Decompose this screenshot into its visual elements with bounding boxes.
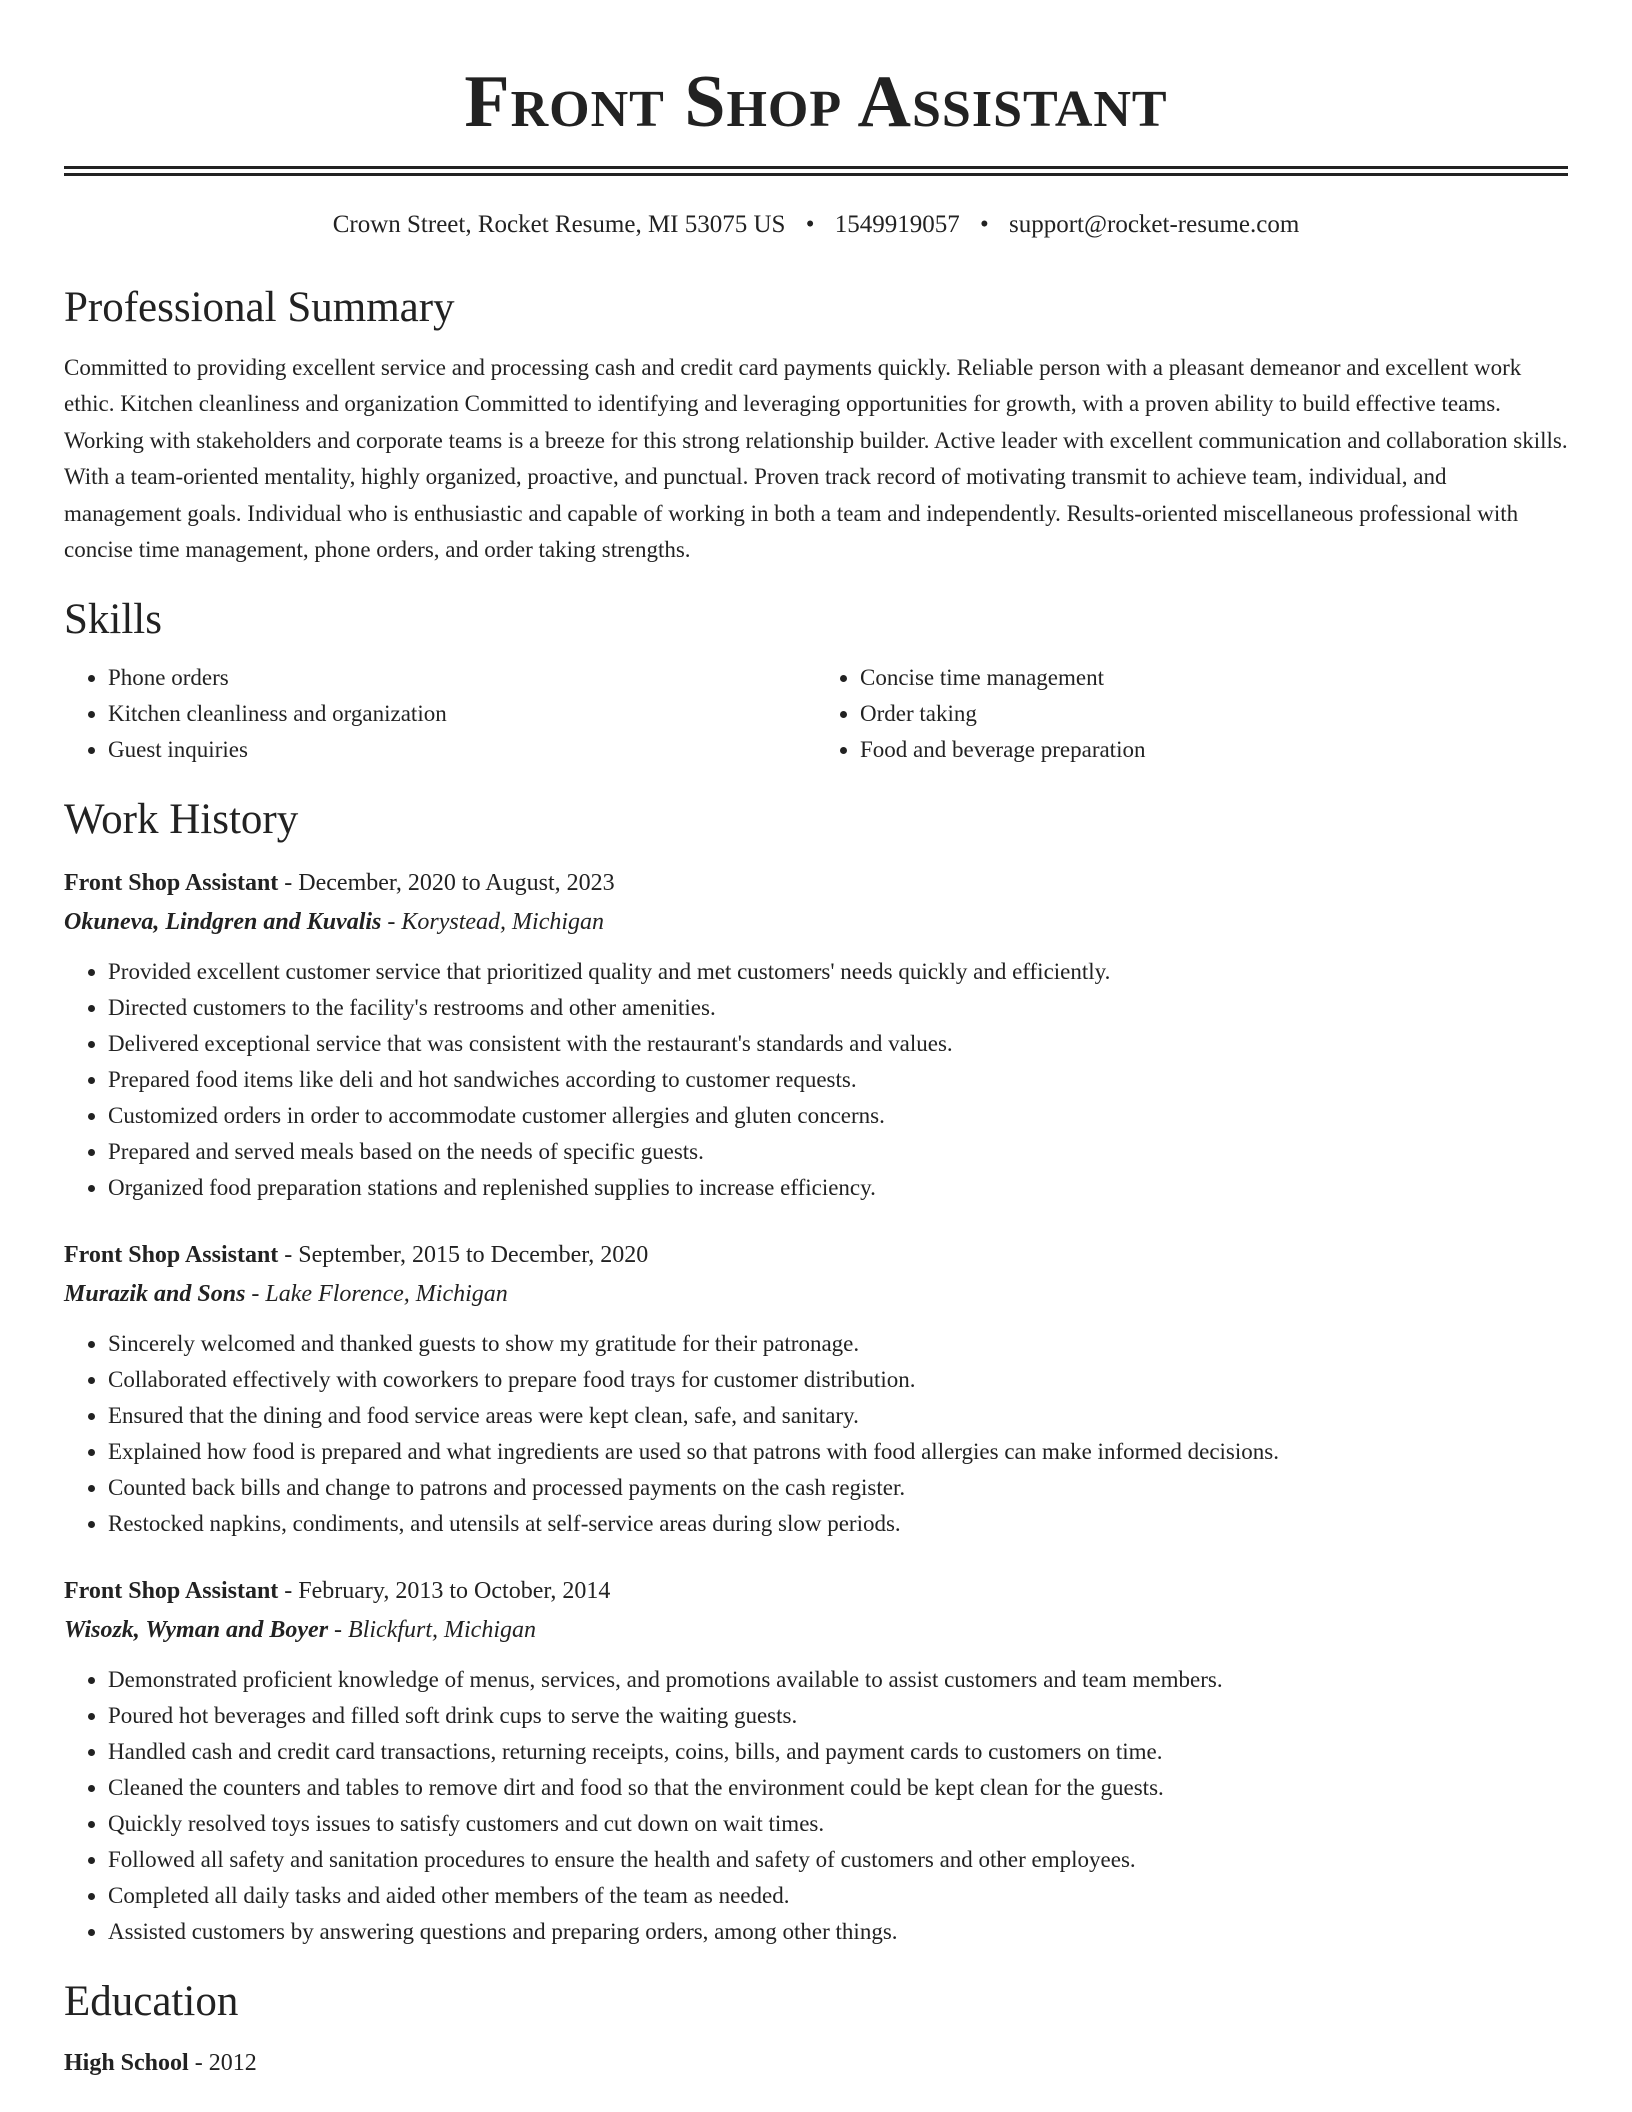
education-entry (64, 2044, 1568, 2082)
job-title-line (64, 1236, 1568, 1274)
duty-item: • Handled cash and credit card transactions, returning receipts, coins, bills, and payment cards to customers on time. (108, 1734, 1568, 1770)
contact-address: Crown Street, Rocket Resume, MI 53075 US (332, 211, 786, 238)
duty-item: • Customized orders in order to accommodate customer allergies and gluten concerns. (108, 1098, 1568, 1134)
job-company-line (64, 1274, 1568, 1314)
job-company: Wisozk, Wyman and Boyer (64, 1617, 329, 1644)
job-dates: - September, 2015 to December, 2020 (278, 1242, 649, 1269)
duty-item: • Provided excellent customer service that prioritized quality and met customers' needs quickly and efficiently. (108, 954, 1568, 990)
duty-item: • Poured hot beverages and filled soft drink cups to serve the waiting guests. (108, 1698, 1568, 1734)
duty-item: • Explained how food is prepared and what ingredients are used so that patrons with food allergies can make informed decisions. (108, 1434, 1568, 1470)
job-title-line (64, 864, 1568, 902)
duty-item: • Cleaned the counters and tables to remove dirt and food so that the environment could be kept clean for the guests. (108, 1770, 1568, 1806)
contact-separator: • (979, 211, 989, 238)
job-entry (64, 1572, 1568, 1950)
contact-email: support@rocket-resume.com (1008, 211, 1300, 238)
education-year: - 2012 (188, 2050, 257, 2077)
skills-column-left (64, 660, 816, 768)
job-dates: - February, 2013 to October, 2014 (278, 1578, 611, 1605)
job-dates: - December, 2020 to August, 2023 (278, 870, 615, 897)
candidate-name: Front Shop Assistant (464, 61, 1168, 143)
skill-item: • Kitchen cleanliness and organization (108, 696, 816, 732)
contact-separator: • (805, 211, 815, 238)
duty-item: • Assisted customers by answering questions and preparing orders, among other things. (108, 1914, 1568, 1950)
job-company: Okuneva, Lindgren and Kuvalis (64, 909, 382, 936)
job-entry (64, 864, 1568, 1206)
duty-item: • Demonstrated proficient knowledge of menus, services, and promotions available to assist customers and team members. (108, 1662, 1568, 1698)
work-history-heading: Work History (64, 796, 299, 844)
duty-item: • Organized food preparation stations and replenished supplies to increase efficiency. (108, 1170, 1568, 1206)
duty-item: • Restocked napkins, condiments, and utensils at self-service areas during slow periods. (108, 1506, 1568, 1542)
job-title: Front Shop Assistant (64, 1578, 279, 1605)
contact-phone: 1549919057 (834, 211, 960, 238)
summary-text: Committed to providing excellent service and processing cash and credit card payments quickly. Reliable person with a pleasant demeanor and excellent work ethic. Kitchen cleanliness and organization Committed to identifying and leveraging opportunities for growth, with a proven ability to build effective teams. Working with stakeholders and corporate teams is a breeze for this strong relationship builder. Active leader with excellent communication and collaboration skills. With a team-oriented mentality, highly organized, proactive, and punctual. Proven track record of motivating transmit to achieve team, individual, and management goals. Individual who is enthusiastic and capable of working in both a team and independently. Results-oriented miscellaneous professional with concise time management, phone orders, and order taking strengths. (64, 355, 1568, 563)
skill-item: • Food and beverage preparation (860, 732, 1568, 768)
education-degree: High School (64, 2050, 189, 2077)
job-entry (64, 1236, 1568, 1542)
duty-item: • Collaborated effectively with coworkers to prepare food trays for customer distribution. (108, 1362, 1568, 1398)
skill-item: • Guest inquiries (108, 732, 816, 768)
education-heading: Education (64, 1978, 239, 2026)
duty-item: • Sincerely welcomed and thanked guests to show my gratitude for their patronage. (108, 1326, 1568, 1362)
duty-item: • Followed all safety and sanitation procedures to ensure the health and safety of customers and other employees. (108, 1842, 1568, 1878)
skills-list (64, 660, 1568, 768)
skills-column-right (816, 660, 1568, 768)
job-location: - Blickfurt, Michigan (328, 1617, 536, 1644)
job-title: Front Shop Assistant (64, 1242, 279, 1269)
contact-line (64, 208, 1568, 242)
duty-item: • Ensured that the dining and food service areas were kept clean, safe, and sanitary. (108, 1398, 1568, 1434)
skill-item: • Phone orders (108, 660, 816, 696)
summary-heading: Professional Summary (64, 284, 455, 331)
job-duties (64, 1326, 1568, 1542)
job-company-line (64, 902, 1568, 942)
job-title-line (64, 1572, 1568, 1610)
job-duties (64, 954, 1568, 1206)
skill-item: • Order taking (860, 696, 1568, 732)
skill-item: • Concise time management (860, 660, 1568, 696)
skills-heading: Skills (64, 596, 162, 644)
duty-item: • Completed all daily tasks and aided other members of the team as needed. (108, 1878, 1568, 1914)
job-location: - Lake Florence, Michigan (245, 1281, 508, 1308)
duty-item: • Directed customers to the facility's restrooms and other amenities. (108, 990, 1568, 1026)
header-double-rule (64, 166, 1568, 176)
duty-item: • Quickly resolved toys issues to satisfy customers and cut down on wait times. (108, 1806, 1568, 1842)
job-company: Murazik and Sons (64, 1281, 246, 1308)
duty-item: • Prepared and served meals based on the needs of specific guests. (108, 1134, 1568, 1170)
duty-item: • Counted back bills and change to patrons and processed payments on the cash register. (108, 1470, 1568, 1506)
job-location: - Korystead, Michigan (381, 909, 605, 936)
job-company-line (64, 1610, 1568, 1650)
duty-item: • Prepared food items like deli and hot sandwiches according to customer requests. (108, 1062, 1568, 1098)
duty-item: • Delivered exceptional service that was consistent with the restaurant's standards and values. (108, 1026, 1568, 1062)
job-title: Front Shop Assistant (64, 870, 279, 897)
job-duties (64, 1662, 1568, 1950)
